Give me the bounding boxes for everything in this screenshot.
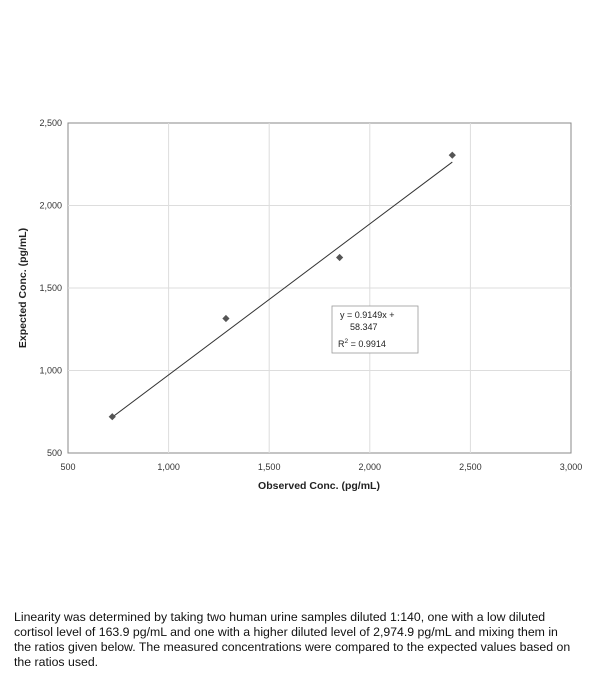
x-tick-label: 2,500 — [459, 462, 482, 472]
r-squared-label: $R^2 = 0.9914$ — [338, 338, 386, 349]
x-axis-title: Observed Conc. (pg/mL) — [258, 480, 380, 492]
y-tick-label: 500 — [46, 448, 62, 458]
y-tick-label: 1,000 — [39, 365, 62, 376]
x-tick-label: 2,000 — [358, 462, 382, 472]
y-tick-label: 2,000 — [39, 200, 62, 211]
equation-line2: 58.347 — [350, 322, 378, 332]
x-tick-label: 3,000 — [559, 462, 583, 472]
x-tick-label: 500 — [60, 462, 76, 472]
y-tick-labels — [39, 118, 62, 458]
y-tick-label: 1,500 — [39, 283, 62, 293]
x-tick-label: 1,000 — [157, 462, 180, 472]
equation-line1: y = 0.9149x + — [340, 310, 395, 320]
y-axis-title: Expected Conc. (pg/mL) — [17, 227, 29, 349]
x-tick-label: 1,500 — [257, 462, 281, 472]
equation-box — [332, 306, 418, 353]
x-tick-labels — [60, 462, 582, 472]
y-tick-label: 2,500 — [39, 118, 62, 128]
caption-text: Linearity was determined by taking two human urine samples diluted 1:140, one with a low diluted cortisol level of 163.9 pg/mL and one with a higher diluted level of 2,974.9 pg/mL and mixing them in the ratios given below. The measured concentrations were compared to the expected values based on the ratios used. — [14, 610, 571, 669]
